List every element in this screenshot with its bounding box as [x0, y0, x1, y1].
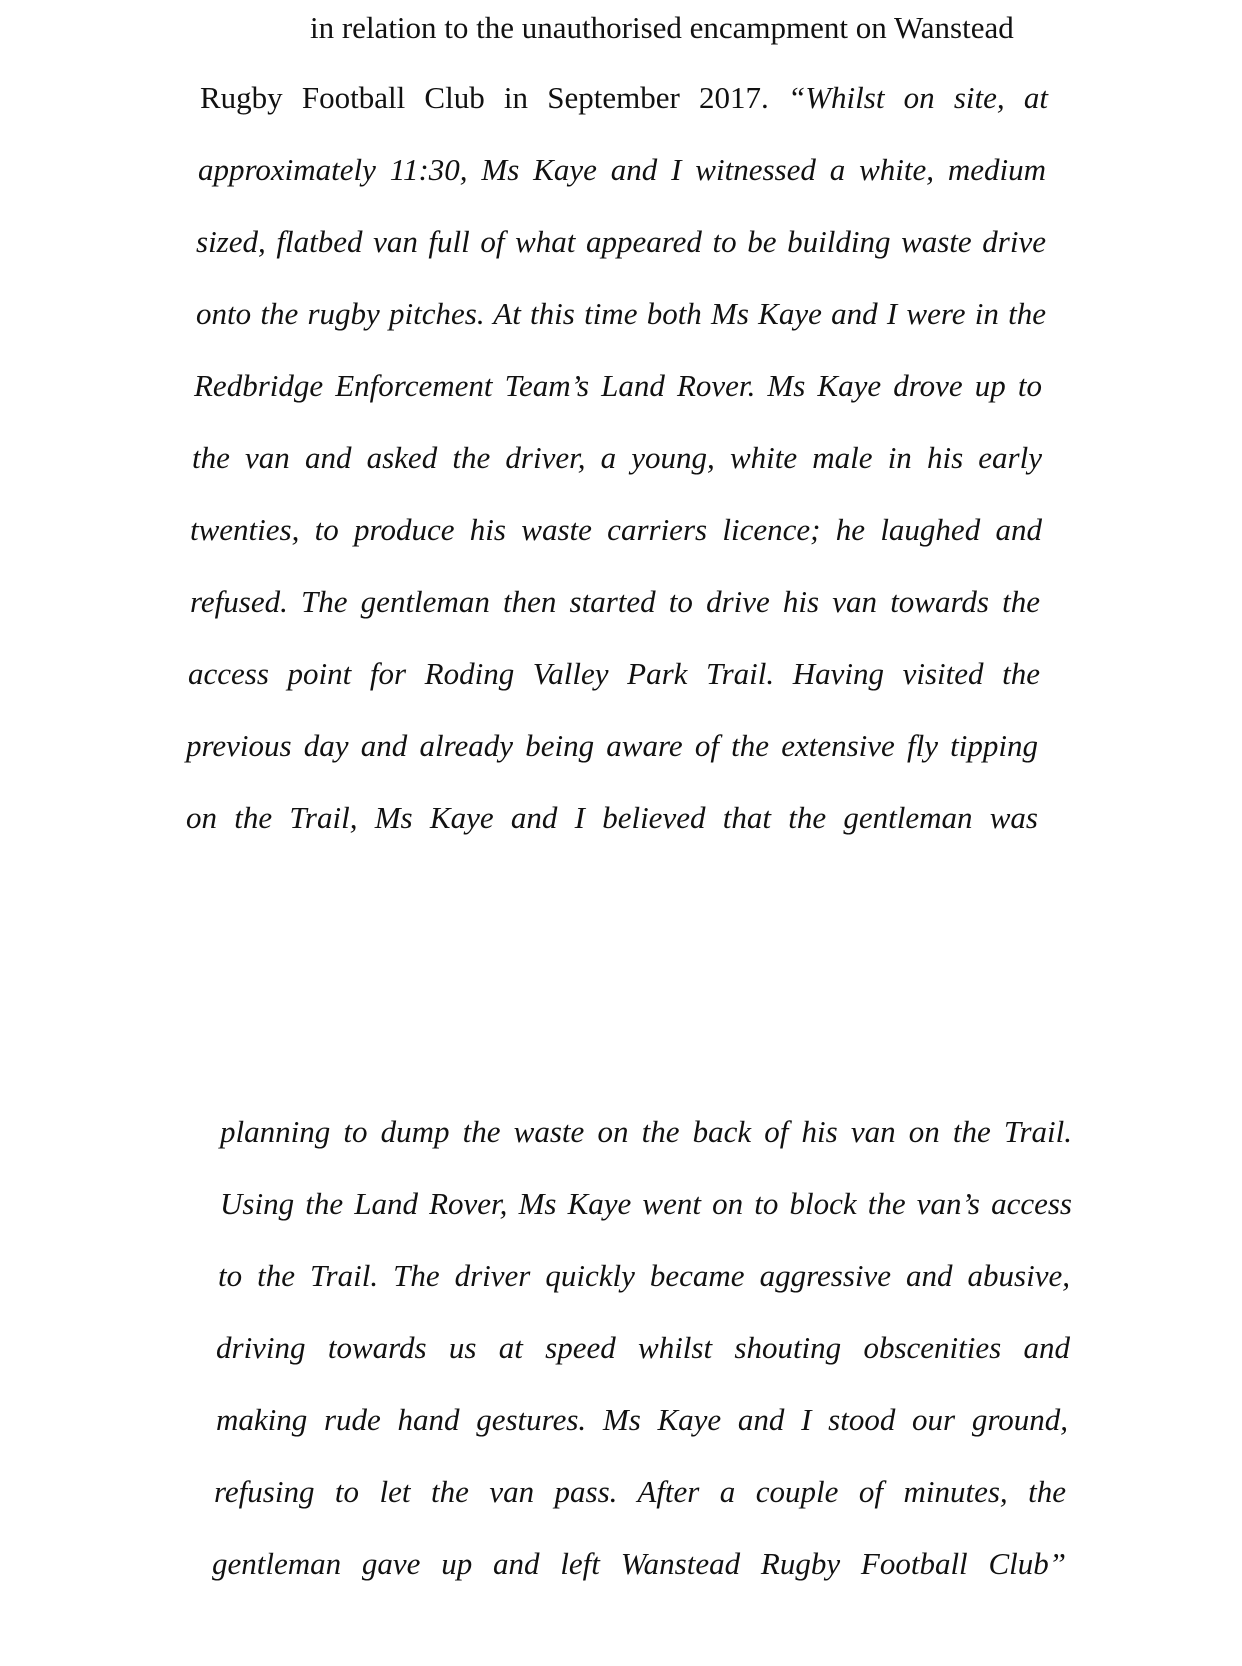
text-run-italic: approximately 11:30, Ms Kaye and I witnessed a white, medium [198, 152, 1046, 187]
text-run-italic: refused. The gentleman then started to drive his van towards the [190, 584, 1040, 619]
text-line [310, 8, 1048, 48]
text-line [196, 222, 1046, 262]
text-run-italic: to the Trail. The driver quickly became aggressive and abusive, [218, 1258, 1070, 1293]
text-line [190, 510, 1042, 550]
text-run-italic: access point for Roding Valley Park Trail. Having visited the [188, 656, 1040, 691]
text-run-italic: planning to dump the waste on the back of his van on the Trail. [220, 1114, 1072, 1149]
text-run-upright: in relation to the unauthorised encampment on Wanstead [310, 10, 1014, 45]
text-line [188, 654, 1040, 694]
text-line [186, 798, 1038, 838]
text-run-italic: previous day and already being aware of the extensive fly tipping [186, 728, 1038, 763]
text-line [220, 1112, 1072, 1152]
text-run-italic: “Whilst on site, at [787, 80, 1048, 115]
text-run-italic: sized, flatbed van full of what appeared to be building waste drive [196, 224, 1046, 259]
text-line [196, 294, 1046, 334]
text-line [216, 1400, 1068, 1440]
text-line [218, 1256, 1070, 1296]
text-run-italic: gentleman gave up and left Wanstead Rugby Football Club” [212, 1546, 1066, 1581]
text-line [198, 150, 1046, 190]
text-run-italic: Redbridge Enforcement Team’s Land Rover. Ms Kaye drove up to [194, 368, 1042, 403]
text-run-italic: onto the rugby pitches. At this time both Ms Kaye and I were in the [196, 296, 1046, 331]
text-line [192, 438, 1042, 478]
text-run-italic: twenties, to produce his waste carriers licence; he laughed and [190, 512, 1042, 547]
text-line [194, 366, 1042, 406]
text-line [214, 1472, 1066, 1512]
text-line [216, 1328, 1070, 1368]
text-line [186, 726, 1038, 766]
text-run-italic: refusing to let the van pass. After a couple of minutes, the [214, 1474, 1066, 1509]
text-line [190, 582, 1040, 622]
text-run-italic: the van and asked the driver, a young, white male in his early [192, 440, 1042, 475]
text-run-italic: Using the Land Rover, Ms Kaye went on to block the van’s access [220, 1186, 1072, 1221]
text-run-italic: driving towards us at speed whilst shouting obscenities and [216, 1330, 1070, 1365]
text-run-italic: on the Trail, Ms Kaye and I believed that the gentleman was [186, 800, 1038, 835]
text-line [220, 1184, 1072, 1224]
text-run-upright: Rugby Football Club in September 2017. [200, 80, 788, 115]
text-run-italic: making rude hand gestures. Ms Kaye and I stood our ground, [216, 1402, 1068, 1437]
text-line [200, 78, 1048, 118]
text-line [212, 1544, 1066, 1584]
